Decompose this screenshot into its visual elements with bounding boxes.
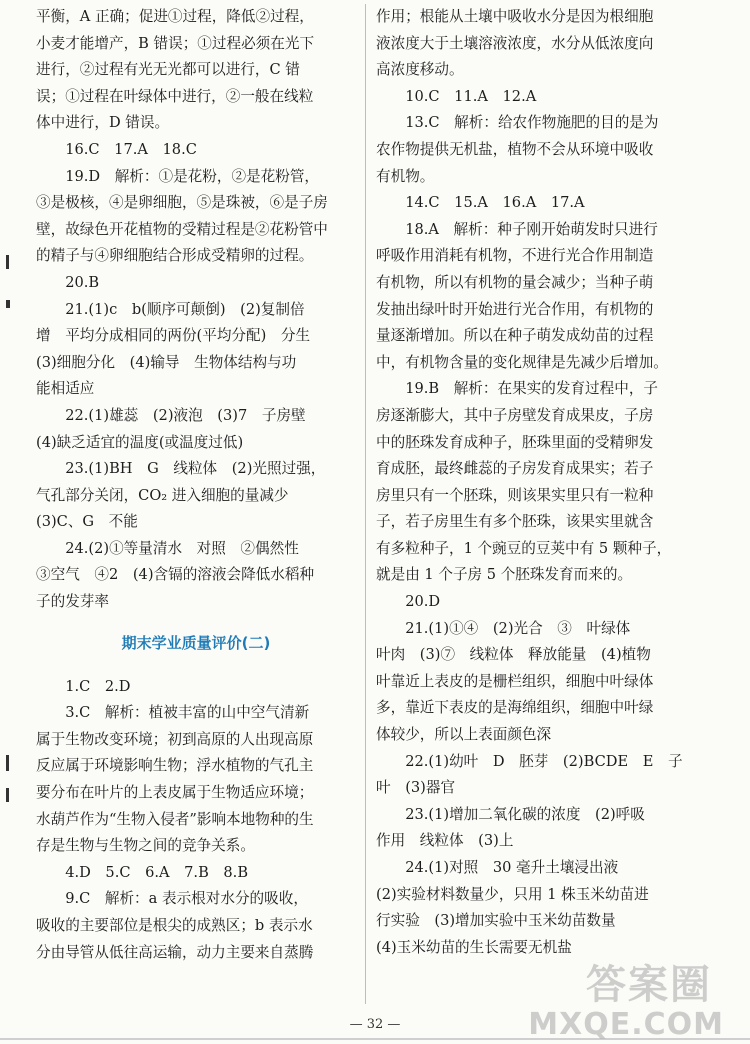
- text-line: 就是由 1 个子房 5 个胚珠发育而来的。: [376, 566, 633, 584]
- text-line: 叶靠近上表皮的是栅栏组织，细胞中叶绿体: [376, 672, 654, 690]
- text-line: 20.B: [65, 273, 100, 291]
- text-line: 21.(1)①④ (2)光合 ③ 叶绿体: [405, 619, 631, 637]
- text-line: 19.B 解析：在果实的发育过程中，子: [405, 380, 659, 398]
- text-line: 24.(2)①等量清水 对照 ②偶然性: [65, 539, 299, 557]
- text-line: 19.D 解析：①是花粉，②是花粉管，: [65, 167, 320, 185]
- text-line: 21.(1)c b(顺序可颠倒) (2)复制倍: [65, 300, 305, 318]
- text-line: 多，靠近下表皮的是海绵组织，细胞中叶绿: [376, 699, 654, 717]
- text-line: 中的胚珠发育成种子，胚珠里面的受精卵发: [376, 433, 654, 451]
- text-line: 平衡，A 正确；促进①过程，降低②过程，: [36, 8, 314, 25]
- text-line: 气孔部分关闭，CO₂ 进入细胞的量减少: [36, 486, 289, 504]
- watermark-url-text: MXQE.COM: [528, 1007, 724, 1042]
- left-section-two-block: [36, 674, 356, 967]
- text-line: 16.C 17.A 18.C: [65, 140, 197, 158]
- text-line: 体中进行，D 错误。: [36, 114, 170, 132]
- text-line: 液浓度大于土壤溶液浓度，水分从低浓度向: [376, 34, 654, 52]
- section-title: 期末学业质量评价(二): [121, 633, 271, 652]
- text-line: 3.C 解析：植被丰富的山中空气清新: [65, 704, 310, 722]
- text-line: 有机物，所以有机物的量会减少；当种子萌: [376, 273, 654, 291]
- right-column: [376, 4, 699, 961]
- text-line: 体较少，所以上表面颜色深: [376, 726, 552, 744]
- text-line: 子，若子房里生有多个胚珠，该果实里就含: [376, 513, 654, 531]
- text-line: 反应属于环境影响生物；浮水植物的气孔主: [36, 757, 314, 775]
- text-line: ③是极核，④是卵细胞，⑤是珠被，⑥是子房: [36, 194, 328, 212]
- text-line: 23.(1)增加二氧化碳的浓度 (2)呼吸: [405, 805, 645, 823]
- text-line: 育成胚，最终雌蕊的子房发育成果实；若子: [376, 460, 654, 478]
- text-line: 有机物。: [376, 167, 435, 185]
- text-line: 1.C 2.D: [65, 677, 131, 695]
- text-line: 呼吸作用消耗有机物，不进行光合作用制造: [376, 247, 654, 265]
- margin-mark: [6, 788, 9, 802]
- text-line: 水葫芦作为“生物入侵者”影响本地物种的生: [36, 810, 314, 828]
- text-line: 进行，②过程有光无光都可以进行，C 错: [36, 61, 300, 79]
- right-answers-block: [376, 4, 699, 961]
- text-line: 吸收的主要部位是根尖的成熟区；b 表示水: [36, 917, 313, 934]
- page-number: — 32 —: [349, 1017, 401, 1032]
- text-line: 发抽出绿叶时开始进行光合作用，有机物的: [376, 300, 654, 318]
- margin-mark: [6, 255, 9, 269]
- text-line: 4.D 5.C 6.A 7.B 8.B: [65, 863, 249, 881]
- left-column: [36, 4, 356, 966]
- text-line: 10.C 11.A 12.A: [405, 87, 537, 105]
- text-line: 13.C 解析：给农作物施肥的目的是为: [405, 114, 659, 132]
- text-line: 房逐渐膨大，其中子房壁发育成果皮，子房: [376, 406, 654, 424]
- text-line: 高浓度移动。: [376, 61, 464, 79]
- text-line: 中，有机物含量的变化规律是先减少后增加。: [376, 353, 668, 371]
- text-line: 房里只有一个胚珠，则该果实里只有一粒种: [376, 486, 654, 504]
- left-continuation-block: [36, 4, 356, 137]
- text-line: 分由导管从低往高运输，动力主要来自蒸腾: [36, 943, 314, 961]
- text-line: (3)细胞分化 (4)输导 生物体结构与功: [36, 353, 297, 371]
- watermark-logo-text: 答案圈: [586, 962, 712, 1008]
- text-line: 的精子与④卵细胞结合形成受精卵的过程。: [36, 247, 314, 265]
- text-line: 18.A 解析：种子刚开始萌发时只进行: [405, 220, 658, 238]
- text-line: 行实验 (3)增加实验中玉米幼苗数量: [376, 912, 616, 930]
- text-line: 能相适应: [36, 380, 95, 398]
- text-line: 作用；根能从土壤中吸收水分是因为根细胞: [376, 8, 654, 25]
- text-line: 要分布在叶片的上表皮属于生物适应环境；: [36, 784, 314, 802]
- text-line: (2)实验材料数量少，只用 1 株玉米幼苗进: [376, 885, 649, 903]
- text-line: 作用 线粒体 (3)上: [376, 832, 514, 850]
- text-line: 9.C 解析：a 表示根对水分的吸收，: [65, 890, 308, 908]
- text-line: 农作物提供无机盐，植物不会从环境中吸收: [376, 140, 654, 158]
- text-line: 壁，故绿色开花植物的受精过程是②花粉管中: [36, 220, 328, 238]
- margin-mark: [6, 300, 10, 308]
- margin-mark: [6, 755, 9, 771]
- text-line: 20.D: [405, 593, 441, 611]
- text-line: 小麦才能增产，B 错误；①过程必须在光下: [36, 34, 315, 52]
- text-line: 存是生物与生物之间的竞争关系。: [36, 837, 255, 855]
- text-line: 14.C 15.A 16.A 17.A: [405, 194, 585, 212]
- text-line: 属于生物改变环境；初到高原的人出现高原: [36, 730, 314, 748]
- text-line: 叶肉 (3)⑦ 线粒体 释放能量 (4)植物: [376, 646, 651, 664]
- text-line: 子的发芽率: [36, 593, 109, 611]
- text-line: 有多粒种子，1 个豌豆的豆荚中有 5 颗种子，: [376, 539, 672, 557]
- column-divider: [365, 4, 366, 1004]
- text-line: 23.(1)BH G 线粒体 (2)光照过强，: [65, 460, 326, 478]
- text-line: 增 平均分成相同的两份(平均分配) 分生: [36, 327, 311, 345]
- text-line: (3)C、G 不能: [36, 513, 138, 531]
- text-line: (4)缺乏适宜的温度(或温度过低): [36, 433, 244, 451]
- text-line: 叶 (3)器官: [376, 779, 456, 797]
- text-line: ③空气 ④2 (4)含镉的溶液会降低水稻种: [36, 566, 315, 584]
- text-line: 量逐渐增加。所以在种子萌发成幼苗的过程: [376, 327, 654, 345]
- text-line: 22.(1)幼叶 D 胚芽 (2)BCDE E 子: [405, 752, 683, 770]
- left-answers-block: [36, 137, 356, 616]
- text-line: 24.(1)对照 30 毫升土壤浸出液: [405, 859, 619, 876]
- text-line: (4)玉米幼苗的生长需要无机盐: [376, 938, 572, 956]
- text-line: 误；①过程在叶绿体中进行，②一般在线粒: [36, 87, 314, 105]
- text-line: 22.(1)雄蕊 (2)液泡 (3)7 子房壁: [65, 406, 306, 424]
